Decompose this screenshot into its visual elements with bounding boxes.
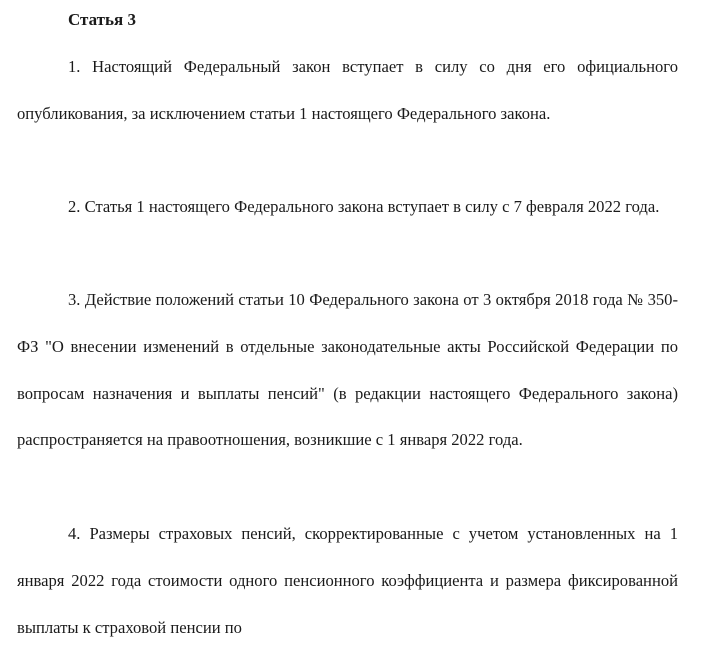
paragraph-3: 3. Действие положений статьи 10 Федерального закона от 3 октября 2018 года № 350-ФЗ "О внесении изменений в отдельные законодательные акты Российской Федерации по вопросам назначения и выплаты пенсий" (в редакции настоящего Федерального закона) распространяется на правоотношения, возникшие с 1 января 2022 года.	[17, 290, 678, 450]
paragraph-1: 1. Настоящий Федеральный закон вступает в силу со дня его официального опубликования, за исключением статьи 1 настоящего Федерального закона.	[17, 57, 678, 123]
paragraph-2: 2. Статья 1 настоящего Федерального закона вступает в силу с 7 февраля 2022 года.	[68, 197, 660, 216]
paragraph-4: 4. Размеры страховых пенсий, скорректированные с учетом установленных на 1 января 2022 года стоимости одного пенсионного коэффициента и размера фиксированной выплаты к страховой пенсии по	[17, 524, 678, 637]
article-title: Статья 3	[68, 10, 136, 29]
